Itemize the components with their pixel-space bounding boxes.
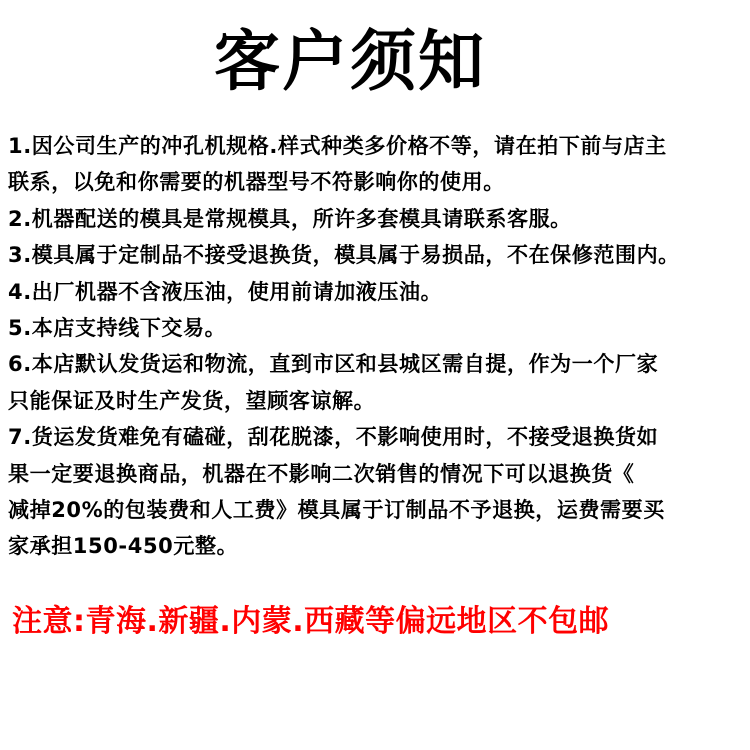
notice-line: 6.本店默认发货运和物流，直到市区和县城区需自提，作为一个厂家	[8, 352, 659, 377]
notice-line: 2.机器配送的模具是常规模具，所许多套模具请联系客服。	[8, 206, 572, 231]
notice-line: 1.因公司生产的冲孔机规格.样式种类多价格不等，请在拍下前与店主	[8, 134, 667, 158]
notice-line: 果一定要退换商品，机器在不影响二次销售的情况下可以退换货《	[8, 461, 635, 486]
notice-line: 5.本店支持线下交易。	[8, 315, 227, 340]
page-title: 客户须知	[214, 23, 486, 100]
notice-line: 家承担150-450元整。	[8, 534, 239, 559]
notice-list	[8, 128, 750, 565]
notice-line: 4.出厂机器不含液压油，使用前请加液压油。	[8, 279, 443, 304]
notice-line: 联系，以免和你需要的机器型号不符影响你的使用。	[8, 170, 505, 195]
notice-line: 只能保证及时生产发货，望顾客谅解。	[8, 388, 376, 413]
notice-line: 7.货运发货难免有磕碰，刮花脱漆，不影响使用时，不接受退换货如	[8, 425, 659, 450]
notice-line: 3.模具属于定制品不接受退换货，模具属于易损品，不在保修范围内。	[8, 243, 680, 268]
shipping-warning: 注意:青海.新疆.内蒙.西藏等偏远地区不包邮	[12, 604, 610, 639]
notice-line: 减掉20%的包装费和人工费》模具属于订制品不予退换，运费需要买	[8, 497, 665, 522]
